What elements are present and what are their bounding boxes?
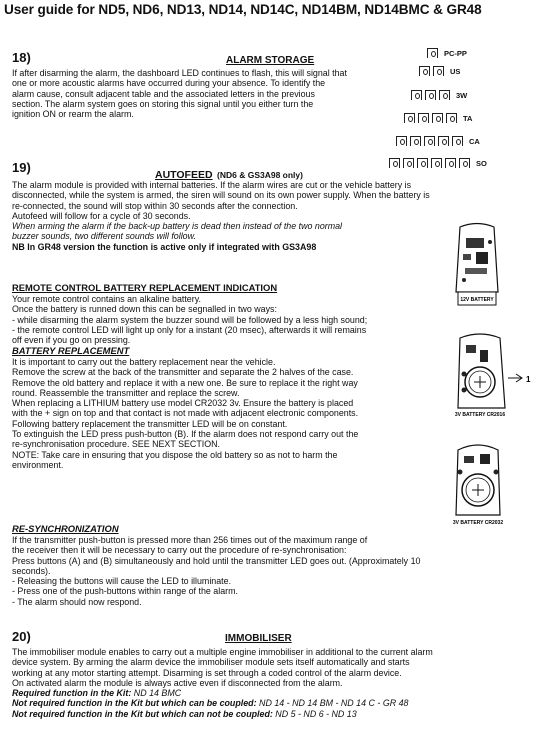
led-icon: [418, 113, 429, 123]
section-20-number: 20): [12, 629, 31, 644]
remote-battery-title: REMOTE CONTROL BATTERY REPLACEMENT INDICATION: [12, 282, 278, 293]
led-icon: [433, 66, 444, 76]
fig3-label: 3V BATTERY CR2032: [452, 520, 504, 526]
section-18-body: If after disarming the alarm, the dashboard LED continues to flash, this will signal that one or more acoustic alarms have occurred during your absence. To identify the alarm cause, consult adjacent table and the associated letters in the previous section. The alarm system goes on storing this signal until you either turn the ignition ON or rearm the alarm.: [12, 68, 347, 120]
fig2-label: 3V BATTERY CR2016: [454, 412, 506, 418]
battery-replacement-title: BATTERY REPLACEMENT: [12, 345, 130, 356]
led-icon: [427, 48, 438, 58]
section-19-title-suffix: (ND6 & GS3A98 only): [217, 170, 303, 180]
led-icon: [411, 90, 422, 100]
transmitter-cr2032-figure: [450, 440, 510, 540]
led-code-us: US: [419, 66, 460, 76]
led-icon: [459, 158, 470, 168]
remote-battery-body: Your remote control contains an alkaline battery. Once the battery is runned down this can be segnalled in two ways: - while disarming the alarm system the buzzer sound will be followed by a less high sound; - the remote control LED will light up only for a instant (20 msec), afterwards it will remains off even if you go on pressing.: [12, 294, 368, 346]
led-code-so: SO: [389, 158, 487, 168]
led-code-ta: TA: [404, 113, 472, 123]
led-icon: [410, 136, 421, 146]
led-code-3w: 3W: [411, 90, 467, 100]
led-icon: [438, 136, 449, 146]
resync-body: If the transmitter push-button is pressed more than 256 times out of the maximum range of the receiver then it will be necessary to carry out the procedure of re-synchronisation: Press buttons (A) and (B) simultaneously and hold until the transmitter LED goes out. (Approximately 10 seconds). - Releasing the buttons will cause the LED to illuminate. - Press one of the push-buttons within range of the alarm. - The alarm should now respond.: [12, 535, 421, 607]
battery-replacement-body: It is important to carry out the battery replacement near the vehicle. Remove the screw at the back of the transmitter and separate the 2 halves of the case. Remove the old battery and replace it with a new one. Be sure to replace it the right way round. Reassemble the transmitter and replace the screw. When replacing a LITHIUM battery use model CR2032 3v. Ensure the battery is placed with the + sign on top and that contact is not made with adjacent electronic components. Following battery replacement the transmitter LED will be on constant. To extinguish the LED press push-button (B). If the alarm does not respond carry out the re-synchronisation procedure. SEE NEXT SECTION. NOTE: Take care in ensuring that you dispose the old battery so as not to harm the environment.: [12, 357, 359, 470]
led-code-pc-pp: PC-PP: [427, 48, 467, 58]
led-icon: [417, 158, 428, 168]
section-19-title: AUTOFEED: [155, 169, 213, 181]
led-icon: [439, 90, 450, 100]
section-20-title: IMMOBILISER: [225, 633, 292, 644]
resync-title: RE-SYNCHRONIZATION: [12, 523, 119, 534]
led-icon: [419, 66, 430, 76]
fig1-label: 12V BATTERY: [460, 297, 494, 303]
transmitter-figure: [450, 330, 550, 425]
led-icon: [404, 113, 415, 123]
led-icon: [452, 136, 463, 146]
led-icon: [431, 158, 442, 168]
section-18-number: 18): [12, 50, 31, 65]
section-18-title: ALARM STORAGE: [226, 55, 315, 66]
led-icon: [445, 158, 456, 168]
fig2-marker: 1: [526, 375, 531, 384]
section-20-body: The immobiliser module enables to carry out a multiple engine immobiliser in additional to the current alarm device system. By arming the alarm device the immobiliser module sets itself automatically and starts working at any motor starting attempt. Disarming is set through a coded control of the alarm device. On activated alarm the module is always active even if disconnected from the alarm. Required function in the Kit: ND 14 BMC Not required function in the Kit but which can be coupled: ND 14 - ND 14 BM - ND 14 C - GR 48 Not required function in the Kit but which can not be coupled: ND 5 - ND 6 - ND 13: [12, 647, 433, 719]
led-icon: [389, 158, 400, 168]
led-icon: [424, 136, 435, 146]
page-header: User guide for ND5, ND6, ND13, ND14, ND14C, ND14BM, ND14BMC & GR48: [4, 2, 482, 17]
alarm-module-figure: [452, 222, 502, 307]
led-icon: [403, 158, 414, 168]
led-icon: [446, 113, 457, 123]
led-icon: [425, 90, 436, 100]
led-icon: [396, 136, 407, 146]
led-code-ca: CA: [396, 136, 480, 146]
led-icon: [432, 113, 443, 123]
section-19-body: The alarm module is provided with internal batteries. If the alarm wires are cut or the vehicle battery is disconnected, while the system is armed, the siren will sound on its own power supply. When the battery is re-connected, the sound will stop within 30 seconds after the connection. Autofeed will follow for a cycle of 30 seconds. When arming the alarm if the back-up battery is dead then instead of the two normal buzzer sounds, two different sounds will follow. NB In GR48 version the function is active only if integrated with GS3A98: [12, 180, 430, 252]
section-19-number: 19): [12, 160, 31, 175]
